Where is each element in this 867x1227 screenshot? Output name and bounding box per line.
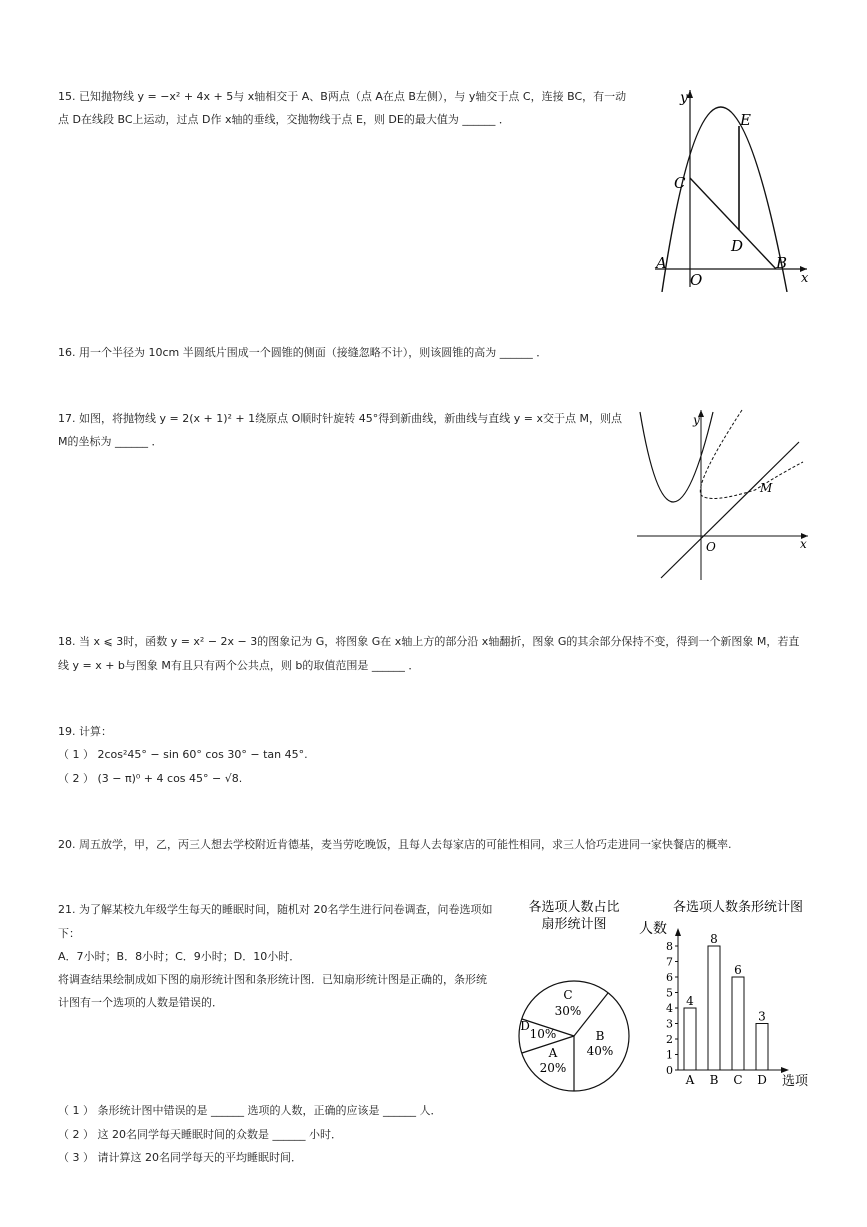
q15-point-d: D (731, 237, 744, 255)
bar-chart-title: 各选项人数条形统计图 (672, 900, 804, 915)
x-tick-label: A (685, 1073, 695, 1087)
q17-point-m: M (760, 481, 773, 495)
y-tick-label: 6 (666, 971, 673, 984)
pie-c-label: C (563, 988, 573, 1002)
pie-a-pct: 20% (539, 1061, 567, 1075)
x-tick-label: C (733, 1073, 743, 1087)
pie-c-pct: 30% (554, 1004, 582, 1018)
q17-line-2: M的坐标为 ______ ． (58, 435, 163, 448)
pie-d-label: D (520, 1019, 530, 1033)
pie-b-label: B (595, 1029, 605, 1043)
y-tick-label: 0 (666, 1064, 673, 1077)
bar-chart-y-arrow (675, 928, 681, 936)
q21-line-2: 下： (58, 927, 80, 940)
q17-line-1: 17. 如图，将抛物线 y = 2(x + 1)² + 1绕原点 O顺时针旋转 45°得到新曲线，新曲线与直线 y = x交于点 M，则点 (58, 412, 622, 425)
y-tick-label: 4 (666, 1002, 673, 1015)
bar-A (684, 1008, 696, 1070)
y-tick-label: 2 (666, 1033, 673, 1046)
q19-title: 19. 计算： (58, 725, 112, 738)
pie-title-line-1: 各选项人数占比 (528, 900, 620, 915)
y-tick-label: 1 (666, 1048, 673, 1062)
bar-chart-ylabel: 人数 (639, 921, 667, 937)
y-tick-label: 3 (666, 1017, 673, 1031)
y-tick-label: 5 (666, 986, 673, 1000)
pie-d-pct: 10% (529, 1027, 557, 1041)
q21-sub-3: （ 3 ） 请计算这 20名同学每天的平均睡眠时间． (58, 1151, 302, 1164)
x-tick-label: B (709, 1073, 719, 1087)
q15-point-e: E (740, 111, 751, 129)
bar-C (732, 977, 744, 1070)
pie-title-line-2: 扇形统计图 (541, 917, 607, 932)
q15-point-b: B (776, 254, 788, 272)
bar-chart-x-arrow (781, 1067, 789, 1073)
q15-x-label: x (801, 271, 809, 286)
q17-rotation-figure (635, 402, 815, 582)
bar-chart-xlabel: 选项 (782, 1074, 809, 1089)
q21-line-5: 计图有一个选项的人数是错误的． (58, 996, 223, 1009)
pie-a-label: A (548, 1046, 558, 1060)
q21-options: A．7小时；B．8小时；C．9小时；D．10小时． (58, 950, 301, 963)
q17-x-label: x (800, 537, 807, 551)
q15-y-label: y (680, 90, 688, 106)
bar-D (756, 1024, 768, 1071)
q20-line-1: 20. 周五放学，甲，乙，丙三人想去学校附近肯德基，麦当劳吃晚饭，且每人去每家店的可能性相同，求三人恰巧走进同一家快餐店的概率. (58, 838, 732, 851)
bar-value-label: 8 (710, 932, 718, 946)
bar-value-label: 6 (734, 963, 742, 977)
q16-line-1: 16. 用一个半径为 10cm 半圆纸片围成一个圆锥的侧面（接缝忽略不计），则该圆锥的高为 ______ ． (58, 346, 548, 359)
y-tick-label: 7 (666, 955, 673, 969)
q19-part-2: （ 2 ） (3 − π)⁰ + 4 cos 45° − √8. (58, 772, 243, 785)
q19-part-1: （ 1 ） 2cos²45° − sin 60° cos 30° − tan 45°. (58, 748, 308, 761)
bar-chart (636, 893, 816, 1093)
q15-line-2: 点 D在线段 BC上运动，过点 D作 x轴的垂线，交抛物线于点 E，则 DE的最大值为 ______ ． (58, 113, 510, 126)
q21-sub-2: （ 2 ） 这 20名同学每天睡眠时间的众数是 ______ 小时． (58, 1128, 342, 1141)
q15-point-a: A (656, 254, 667, 272)
bar-value-label: 4 (686, 994, 694, 1008)
q18-line-2: 线 y = x + b与图象 M有且只有两个公共点，则 b的取值范围是 ______ ． (58, 659, 420, 672)
q21-sub-1: （ 1 ） 条形统计图中错误的是 ______ 选项的人数，正确的应该是 ______ 人． (58, 1104, 442, 1117)
pie-b-pct: 40% (586, 1044, 614, 1058)
q18-line-1: 18. 当 x ⩽ 3时，函数 y = x² − 2x − 3的图象记为 G，将图象 G在 x轴上方的部分沿 x轴翻折，图象 G的其余部分保持不变，得到一个新图象 M，若直 (58, 635, 800, 648)
y-tick-label: 8 (666, 940, 673, 953)
q17-point-o: O (706, 540, 716, 554)
bar-B (708, 946, 720, 1070)
bar-value-label: 3 (758, 1009, 766, 1024)
q17-y-label: y (693, 413, 700, 427)
q15-parabola-figure (645, 82, 815, 292)
x-tick-label: D (757, 1073, 767, 1087)
q21-line-4: 将调查结果绘制成如下图的扇形统计图和条形统计图．已知扇形统计图是正确的，条形统 (58, 973, 487, 986)
q15-line-1: 15. 已知抛物线 y = −x² + 4x + 5与 x轴相交于 A、B两点（点 A在点 B左侧），与 y轴交于点 C，连接 BC，有一动 (58, 90, 627, 103)
pie-chart (512, 895, 637, 1095)
q15-point-c: C (674, 174, 686, 192)
q15-point-o: O (690, 271, 703, 289)
q21-line-1: 21. 为了解某校九年级学生每天的睡眠时间，随机对 20名学生进行问卷调查，问卷选项如 (58, 903, 493, 916)
